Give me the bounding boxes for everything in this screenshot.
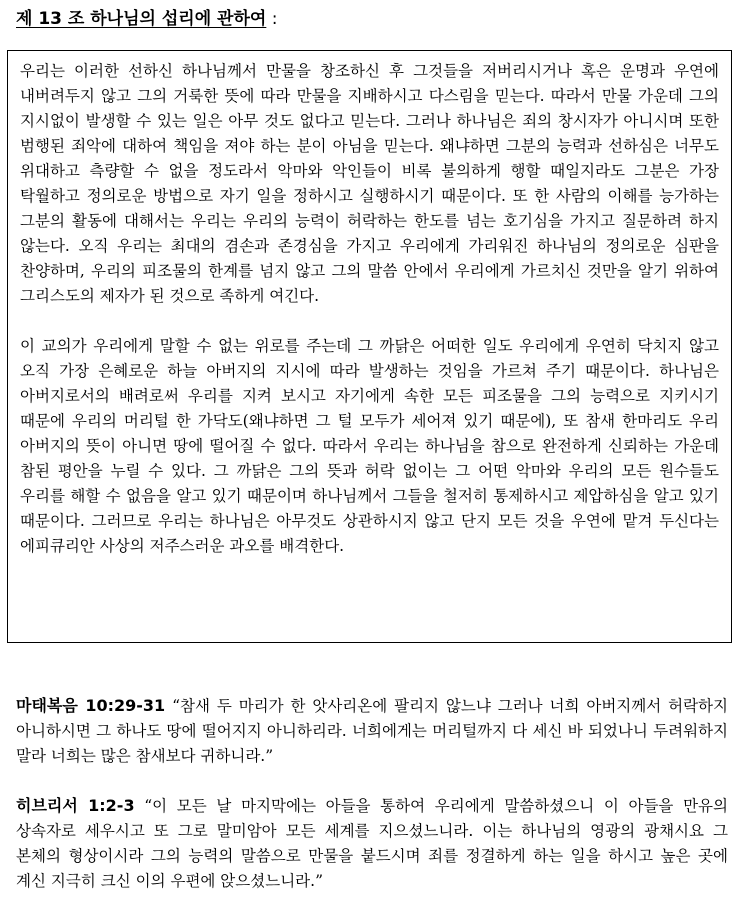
confession-paragraph: 우리는 이러한 선하신 하나님께서 만물을 창조하신 후 그것들을 저버리시거나 혹은 운명과 우연에 내버려두지 않고 그의 거룩한 뜻에 따라 만물을 지배하시고 다스림을 믿는다. 따라서 만물 가운데 그의 지시없이 발생할 수 있는 일은 아무 것도 없다고 믿는다. 그러나 하나님은 죄의 창시자가 아니시며 또한 범행된 죄악에 대하여 책임을 져야 하는 분이 아님을 믿는다. 왜냐하면 그분의 능력과 선하심은 너무도 위대하고 측량할 수 없을 정도라서 악마와 악인들이 비록 불의하게 행할 때일지라도 그분은 가장 탁월하고 정의로운 방법으로 자기 일을 정하시고 실행하시기 때문이다. 또 한 사람의 이해를 능가하는 그분의 활동에 대해서는 우리는 우리의 능력이 허락하는 한도를 넘는 호기심을 가지고 질문하려 하지 않는다. 오직 우리는 최대의 겸손과 존경심을 가지고 우리에게 가리워진 하나님의 정의로운 심판을 찬양하며, 우리의 피조물의 한계를 넘지 않고 그의 말씀 안에서 우리에게 가르치신 것만을 알기 위하여 그리스도의 제자가 된 것으로 족하게 여긴다.	[20, 62, 719, 305]
scripture-text: “이 모든 날 마지막에는 아들을 통하여 우리에게 말씀하셨으니 이 아들을 만유의 상속자로 세우시고 또 그로 말미암아 모든 세계를 지으셨느니라. 이는 하나님의 영광의 광채시요 그 본체의 형상이시라 그의 능력의 말씀으로 만물을 붙드시며 죄를 정결하게 하는 일을 하시고 높은 곳에 계신 지극히 크신 이의 우편에 앉으셨느니라.”	[16, 797, 728, 890]
article-heading	[16, 8, 277, 30]
scripture-quote-matthew	[16, 693, 728, 769]
article-title: 제 13 조 하나님의 섭리에 관하여	[16, 9, 267, 29]
article-title-colon: :	[266, 9, 278, 29]
scripture-reference: 히브리서 1:2-3	[16, 796, 135, 815]
scripture-text: “참새 두 마리가 한 앗사리온에 팔리지 않느냐 그러나 너희 아버지께서 허락하지 아니하시면 그 하나도 땅에 떨어지지 아니하리라. 너희에게는 머리털까지 다 세신 바 되었나니 두려워하지 말라 너희는 많은 참새보다 귀하니라.”	[16, 697, 729, 765]
confession-text-box	[7, 50, 732, 643]
scripture-reference: 마태복음 10:29-31	[16, 696, 166, 715]
confession-paragraph: 이 교의가 우리에게 말할 수 없는 위로를 주는데 그 까닭은 어떠한 일도 우리에게 우연히 닥치지 않고 오직 가장 은혜로운 하늘 아버지의 지시에 따라 발생하는 것임을 가르쳐 주기 때문이다. 하나님은 아버지로서의 배려로써 우리를 지켜 보시고 자기에게 속한 모든 피조물을 그의 능력으로 지키시기 때문에 우리의 머리털 한 가닥도(왜냐하면 그 털 모두가 세어져 있기 때문에), 또 참새 한마리도 우리 아버지의 뜻이 아니면 땅에 떨어질 수 없다. 따라서 우리는 하나님을 참으로 완전하게 신뢰하는 가운데 참된 평안을 누릴 수 있다. 그 까닭은 그의 뜻과 허락 없이는 그 어떤 악마와 우리의 모든 원수들도 우리를 해할 수 없음을 알고 있기 때문이며 하나님께서 그들을 철저히 통제하시고 제압하심을 알고 있기 때문이다. 그러므로 우리는 하나님은 아무것도 상관하시지 않고 단지 모든 것을 우연에 맡겨 두신다는 에피큐리안 사상의 저주스러운 과오를 배격한다.	[20, 337, 719, 555]
scripture-quote-hebrews	[16, 793, 728, 894]
